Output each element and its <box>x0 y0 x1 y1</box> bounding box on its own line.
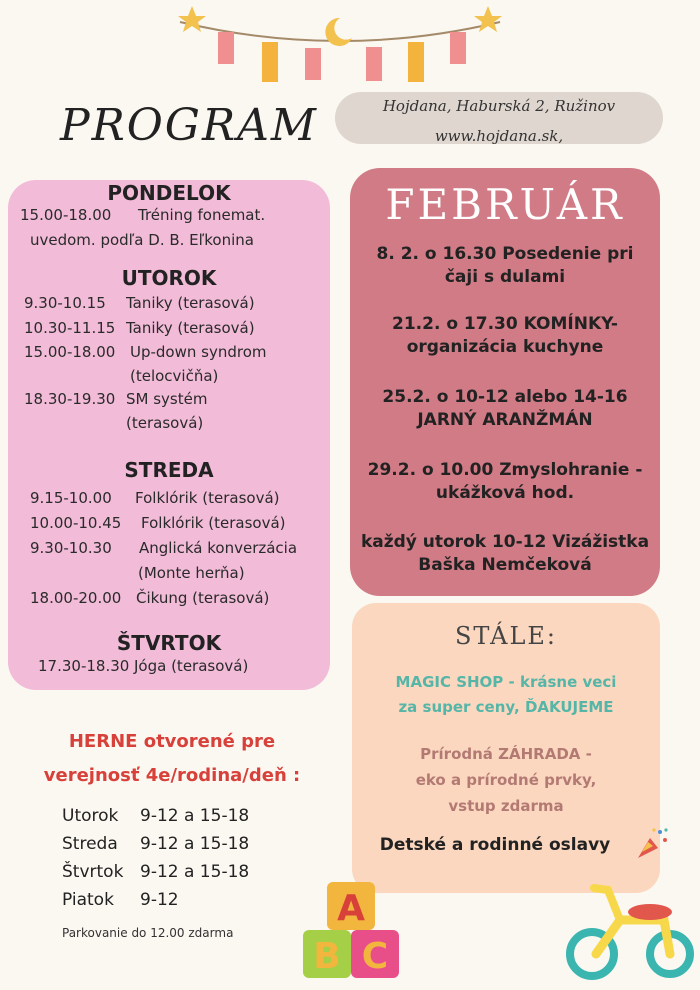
day-heading-utorok: UTOROK <box>121 266 217 290</box>
tassel-icon <box>218 32 234 64</box>
schedule-line: (telocvičňa) <box>130 367 219 385</box>
hours-row: Utorok 9-12 a 15-18 <box>62 806 250 826</box>
abc-blocks-icon <box>300 878 410 984</box>
party-text: Detské a rodinné oslavy <box>379 835 611 855</box>
page-title: PROGRAM <box>60 100 318 151</box>
schedule-line: 10.30-11.15 Taniky (terasová) <box>24 319 255 337</box>
garden-text: eko a prírodné prvky, <box>415 771 597 789</box>
block-letter-c: C <box>361 936 389 977</box>
schedule-line: 15.00-18.00 Up-down syndrom <box>24 343 267 361</box>
block-letter-a: A <box>337 888 365 929</box>
event-item: 8. 2. o 16.30 Posedenie pri čaji s dulami <box>376 244 634 287</box>
herne-heading: HERNE otvorené pre <box>68 731 276 752</box>
tassel-icon <box>305 48 321 80</box>
block-letter-b: B <box>313 936 341 977</box>
hours-row: Streda 9-12 a 15-18 <box>62 834 250 854</box>
star-icon <box>474 6 502 32</box>
day-heading-streda: STREDA <box>124 458 214 482</box>
star-icon <box>178 6 206 32</box>
stale-title: STÁLE: <box>454 622 557 650</box>
magic-shop-text: za super ceny, ĎAKUJEME <box>398 698 614 716</box>
magic-shop-text: MAGIC SHOP - krásne veci <box>395 673 617 691</box>
event-item: každý utorok 10-12 Vizážistka Baška Nemčeková <box>360 532 650 575</box>
schedule-line: 18.00-20.00 Čikung (terasová) <box>30 589 270 607</box>
tassel-icon <box>366 47 382 81</box>
website-link[interactable]: www.hojdana.sk, <box>434 127 564 145</box>
schedule-line: 17.30-18.30 Jóga (terasová) <box>38 657 249 675</box>
event-item: 29.2. o 10.00 Zmyslohranie - ukážková hod. <box>367 460 643 503</box>
herne-heading: verejnosť 4e/rodina/deň : <box>43 765 301 786</box>
tassel-icon <box>408 42 424 82</box>
address-line: Hojdana, Haburská 2, Ružinov <box>382 97 616 115</box>
tassel-icon <box>262 42 278 82</box>
party-popper-icon <box>634 826 670 860</box>
garden-text: vstup zdarma <box>448 797 564 815</box>
program-panel <box>8 180 330 690</box>
schedule-line: 15.00-18.00 Tréning fonemat. <box>20 206 266 224</box>
garden-text: Prírodná ZÁHRADA - <box>420 745 592 763</box>
schedule-line: uvedom. podľa D. B. Eľkonina <box>30 231 254 249</box>
event-item: 21.2. o 17.30 KOMÍNKY- organizácia kuchyne <box>392 314 618 357</box>
day-heading-stvrtok: ŠTVRTOK <box>116 631 222 655</box>
parking-note: Parkovanie do 12.00 zdarma <box>62 926 234 940</box>
schedule-line: (terasová) <box>126 414 204 432</box>
hours-row: Piatok 9-12 <box>62 890 179 910</box>
schedule-line: 10.00-10.45 Folklórik (terasová) <box>30 514 286 532</box>
tassel-icon <box>450 32 466 64</box>
balance-bike-icon <box>566 880 694 984</box>
day-heading-pondelok: PONDELOK <box>107 181 231 205</box>
schedule-line: 9.30-10.30 Anglická konverzácia <box>30 539 298 557</box>
february-title: FEBRUÁR <box>385 180 625 229</box>
schedule-line: 9.30-10.15 Taniky (terasová) <box>24 294 255 312</box>
event-item: 25.2. o 10-12 alebo 14-16 JARNÝ ARANŽMÁN <box>382 387 628 430</box>
schedule-line: 18.30-19.30 SM systém <box>24 390 208 408</box>
hours-row: Štvrtok 9-12 a 15-18 <box>62 862 250 882</box>
schedule-line: (Monte herňa) <box>138 564 245 582</box>
schedule-line: 9.15-10.00 Folklórik (terasová) <box>30 489 280 507</box>
garland-decoration <box>170 0 510 100</box>
